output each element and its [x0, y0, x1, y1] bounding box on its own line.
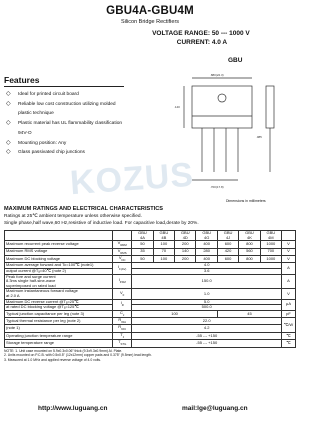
symbol-subscript: STG: [120, 342, 127, 347]
cell-text: µA: [286, 301, 291, 307]
table-row: [5, 289, 296, 299]
column-header: [153, 231, 174, 241]
table-row: [5, 318, 296, 325]
cell-text: 1.0: [203, 290, 210, 296]
cell-text: 140: [181, 248, 189, 254]
cell-text: Typical junction capacitance per leg (note 3): [6, 310, 85, 316]
symbol-cell: [113, 255, 132, 262]
cell-text: Maximum average forward and Tc=100℃ (note1): [6, 262, 94, 268]
feature-text: Glass passivated chip junctions: [18, 150, 85, 156]
cell-text: V: [287, 255, 290, 261]
feature-item: [6, 148, 156, 158]
document-subtitle: Silicon Bridge Rectifiers: [120, 19, 180, 25]
value-cell: [196, 248, 217, 255]
cell-text: 100: [160, 255, 168, 261]
value-cell: [153, 255, 174, 262]
table-cell: [282, 332, 296, 339]
cell-text: V: [119, 289, 123, 295]
cell-text: V: [287, 290, 290, 296]
feature-text: Mounting position: Any: [18, 140, 67, 146]
column-header: [239, 231, 260, 241]
value-cell: [217, 241, 238, 248]
diamond-bullet-icon: ◇: [6, 139, 11, 146]
symbol-cell: [113, 241, 132, 248]
cell-text: V: [117, 240, 121, 246]
table-cell: [113, 325, 132, 332]
symbol-subscript: DC: [121, 257, 126, 262]
cell-text: Operating junction temperature range: [6, 332, 73, 338]
value-cell: [132, 248, 153, 255]
feature-item: [6, 139, 156, 149]
cell-text: V: [287, 241, 290, 247]
cell-text: Peak fore and surge current: [6, 274, 56, 279]
cell-text: 50: [140, 241, 145, 247]
value-cell: [153, 241, 174, 248]
table-row: [5, 274, 296, 289]
symbol-subscript: θJC: [121, 327, 127, 332]
feature-text: Plastic material has UL flammability classification: [18, 121, 123, 127]
table-cell: [217, 310, 281, 317]
value-cell: [175, 255, 196, 262]
cell-text: ℃/W: [283, 321, 294, 327]
feature-item: [6, 100, 156, 110]
cell-text: pF: [286, 310, 291, 316]
value-cell: [196, 241, 217, 248]
cell-text: Maximum DC reverse current @Tₐ=25℃: [6, 299, 79, 304]
value-cell: [260, 248, 281, 255]
cell-text: 600: [224, 255, 232, 261]
voltage-label: VOLTAGE RANGE:: [152, 30, 210, 37]
cell-text: at 2.0 A: [6, 292, 20, 298]
cell-text: 100: [171, 310, 178, 316]
footnote-line: NOTE: 1. Unit case mounted on 5.9x0.3x0.06" thick (9.3x9.3x0.9mm) Al. Plate.: [4, 349, 123, 353]
svg-text:.700(17.8): .700(17.8): [210, 185, 224, 189]
package-outline-drawing: [170, 68, 290, 198]
features-list: [6, 90, 156, 158]
cell-text: 700: [267, 248, 275, 254]
symbol-subscript: R: [121, 303, 124, 308]
symbol-subscript: J: [122, 334, 125, 339]
cell-text: T: [118, 339, 121, 345]
table-cell: [282, 263, 296, 274]
cell-text: 5.0: [203, 299, 210, 304]
symbol-subscript: F(AV): [119, 267, 127, 272]
cell-text: 1000: [266, 241, 276, 247]
dimensions-note: Dimensions in millimeters: [226, 199, 266, 203]
cell-text: at rated DC blocking voltage @Tₐ=125℃: [6, 304, 79, 310]
table-cell: [132, 310, 218, 317]
table-row: [5, 332, 296, 339]
footer-email[interactable]: mail:lge@luguang.cn: [182, 405, 248, 412]
table-cell: [132, 340, 282, 347]
symbol-cell: [113, 248, 132, 255]
feature-text: Ideal for printed circuit board: [18, 92, 79, 97]
cell-text: 4M: [268, 234, 274, 240]
param-cell: [5, 248, 113, 255]
cell-text: 4J: [225, 234, 231, 240]
table-cell: [282, 231, 296, 241]
column-header: [260, 231, 281, 241]
cell-text: 35: [140, 248, 145, 254]
cell-text: I: [120, 300, 122, 306]
cell-text: GBU: [223, 230, 233, 235]
cell-text: 800: [246, 255, 253, 261]
table-cell: [113, 263, 132, 274]
cell-text: output current @Tₐ=40℃ (note 2): [6, 268, 66, 273]
table-cell: [282, 289, 296, 299]
cell-text: 4.2: [203, 325, 210, 331]
value-cell: [239, 248, 260, 255]
table-cell: [5, 332, 113, 339]
current-label: CURRENT:: [176, 38, 210, 46]
table-row: [5, 325, 296, 332]
cell-text: ℃: [286, 332, 291, 338]
cell-text: GBU: [159, 230, 169, 235]
table-cell: [282, 274, 296, 289]
svg-text:.085: .085: [256, 135, 262, 139]
cell-text: -55 --- +150: [196, 332, 218, 338]
table-cell: [282, 340, 296, 347]
cell-text: 4G: [203, 234, 210, 240]
spec-summary: [150, 30, 250, 47]
unit-cell: [282, 255, 296, 262]
table-cell: [113, 299, 132, 310]
ratings-table: [4, 230, 296, 348]
table-cell: [132, 289, 282, 299]
table-cell: [113, 274, 132, 289]
param-cell: [5, 241, 113, 248]
column-header: [196, 231, 217, 241]
column-header: [217, 231, 238, 241]
table-cell: [113, 332, 132, 339]
cell-text: A: [287, 265, 290, 271]
column-header: [132, 231, 153, 241]
cell-text: Typical thermal resistance per leg (note 2): [6, 317, 81, 323]
value-cell: [196, 255, 217, 262]
feature-item: [6, 129, 156, 139]
cell-text: 280: [203, 248, 210, 254]
value-cell: [239, 255, 260, 262]
cell-text: 22.0: [202, 317, 211, 323]
cell-text: 4.0: [203, 262, 210, 268]
features-heading: Features: [4, 75, 40, 85]
cell-text: V: [117, 248, 121, 253]
feature-item: [6, 109, 156, 119]
table-cell: [5, 310, 113, 317]
value-cell: [153, 248, 174, 255]
cell-text: I: [118, 277, 120, 283]
table-cell: [132, 325, 282, 332]
cell-text: 800: [246, 241, 253, 247]
cell-text: Maximum DC blocking voltage: [6, 255, 61, 261]
cell-text: 500.0: [201, 304, 212, 310]
value-cell: [175, 241, 196, 248]
cell-text: (note 1): [6, 325, 20, 331]
cell-text: 50: [140, 255, 145, 261]
value-cell: [260, 241, 281, 248]
cell-text: T: [120, 332, 123, 337]
cell-text: Maximum recurrent peak reverse voltage: [6, 241, 79, 247]
cell-text: 400: [203, 255, 210, 261]
svg-text:.880(22.3): .880(22.3): [210, 73, 224, 77]
diamond-bullet-icon: ◇: [6, 149, 11, 156]
table-row: [5, 255, 296, 262]
feature-item: [6, 119, 156, 129]
feature-text: Reliable low cost construction utilizing molded: [18, 101, 116, 107]
param-cell: [5, 255, 113, 262]
features-divider: [4, 86, 124, 87]
unit-cell: [282, 241, 296, 248]
cell-text: 200: [181, 241, 189, 247]
cell-text: 4K: [246, 234, 252, 240]
cell-text: V: [287, 248, 290, 254]
symbol-subscript: θJA: [121, 319, 127, 324]
cell-text: 100: [160, 241, 168, 247]
value-cell: [132, 255, 153, 262]
symbol-subscript: J: [122, 312, 125, 317]
cell-text: Maximum instantaneous forward voltage: [6, 288, 78, 294]
cell-text: 200: [181, 255, 189, 261]
svg-text:.140: .140: [174, 105, 180, 109]
document-title: GBU4A-GBU4M: [106, 5, 194, 17]
footnote-line: 2. Units mounted on P.C.B. with 0.5x0.5" (12x12mm) copper pads and 0.375" (9.5mm) lead length.: [4, 353, 152, 358]
voltage-value: 50 --- 1000 V: [211, 30, 250, 37]
table-cell: [132, 274, 282, 289]
cell-text: R: [118, 324, 122, 330]
package-name: GBU: [228, 57, 243, 64]
cell-text: C: [120, 310, 123, 315]
table-row: [5, 241, 296, 248]
ratings-note-1: Ratings at 25℃ ambient temperature unless otherwise specified.: [4, 214, 142, 219]
table-cell: [282, 310, 296, 317]
value-cell: [217, 255, 238, 262]
table-cell: [5, 340, 113, 347]
feature-item: [6, 90, 156, 100]
cell-text: superimposed on rated load: [6, 282, 56, 288]
table-header-row: [5, 231, 296, 241]
cell-text: 70: [161, 248, 167, 254]
cell-text: GBU: [138, 230, 147, 235]
table-cell: [5, 318, 113, 325]
table-cell: [282, 299, 296, 310]
table-cell: [282, 318, 296, 333]
footnote-line: 3. Measured at 1.0 MHz and applied reverse voltage of 4.0 volts.: [4, 357, 102, 362]
table-cell: [113, 289, 132, 299]
value-cell: [217, 248, 238, 255]
value-cell: [260, 255, 281, 262]
table-cell: [132, 332, 282, 339]
ratings-heading: MAXIMUM RATINGS AND ELECTRICAL CHARACTERISTICS: [4, 206, 164, 212]
cell-text: 400: [203, 241, 210, 247]
watermark: KOZUS: [68, 155, 196, 203]
cell-text: GBU: [245, 230, 254, 235]
table-row: [5, 310, 296, 317]
table-cell: [5, 325, 113, 332]
table-cell: [132, 318, 282, 325]
footer-website[interactable]: http://www.luguang.cn: [38, 405, 108, 412]
cell-text: GBU: [202, 230, 211, 235]
symbol-subscript: RMS: [120, 250, 127, 255]
cell-text: ℃: [286, 340, 291, 346]
cell-text: 8.3ms single half-sine-wave: [6, 278, 56, 284]
cell-text: 4A: [140, 234, 145, 240]
table-cell: [113, 310, 132, 317]
feature-text: 94V-O: [18, 130, 32, 136]
diamond-bullet-icon: ◇: [6, 120, 11, 127]
cell-text: Maximum RMS voltage: [6, 248, 48, 254]
diamond-bullet-icon: ◇: [6, 100, 11, 107]
cell-text: 4B: [161, 234, 167, 240]
table-row: [5, 248, 296, 255]
feature-text: plastic technique: [18, 111, 54, 117]
cell-text: 150.0: [201, 278, 212, 284]
value-cell: [239, 241, 260, 248]
table-cell: [113, 340, 132, 347]
cell-text: I: [118, 264, 120, 270]
cell-text: 1000: [266, 255, 276, 261]
cell-text: Storage temperature range: [6, 340, 55, 346]
value-cell: [175, 248, 196, 255]
symbol-subscript: F: [122, 292, 125, 297]
cell-text: 560: [246, 248, 253, 254]
cell-text: 4D: [182, 234, 188, 240]
column-header: [175, 231, 196, 241]
table-cell: [113, 231, 132, 241]
symbol-subscript: RRM: [120, 242, 127, 247]
cell-text: R: [118, 317, 122, 323]
value-cell: [132, 241, 153, 248]
ratings-note-2: Single phase,half wave,60 Hz,resistive of inductive load. For capacitive load,derate by 20%.: [4, 221, 199, 226]
cell-text: -55 --- +150: [196, 340, 218, 346]
cell-text: 45: [247, 310, 252, 316]
unit-cell: [282, 248, 296, 255]
symbol-subscript: FSM: [119, 280, 126, 285]
cell-text: 600: [224, 241, 232, 247]
cell-text: 3.6: [203, 268, 210, 273]
table-cell: [5, 289, 113, 299]
current-value: 4.0 A: [211, 38, 228, 46]
table-cell: [5, 231, 113, 241]
table-cell: [5, 274, 113, 289]
cell-text: GBU: [180, 230, 190, 235]
cell-text: A: [287, 278, 290, 284]
cell-text: 420: [224, 248, 232, 254]
cell-text: GBU: [266, 230, 276, 235]
cell-text: V: [118, 255, 122, 260]
table-cell: [113, 318, 132, 325]
table-row: [5, 340, 296, 347]
diamond-bullet-icon: ◇: [6, 91, 11, 97]
